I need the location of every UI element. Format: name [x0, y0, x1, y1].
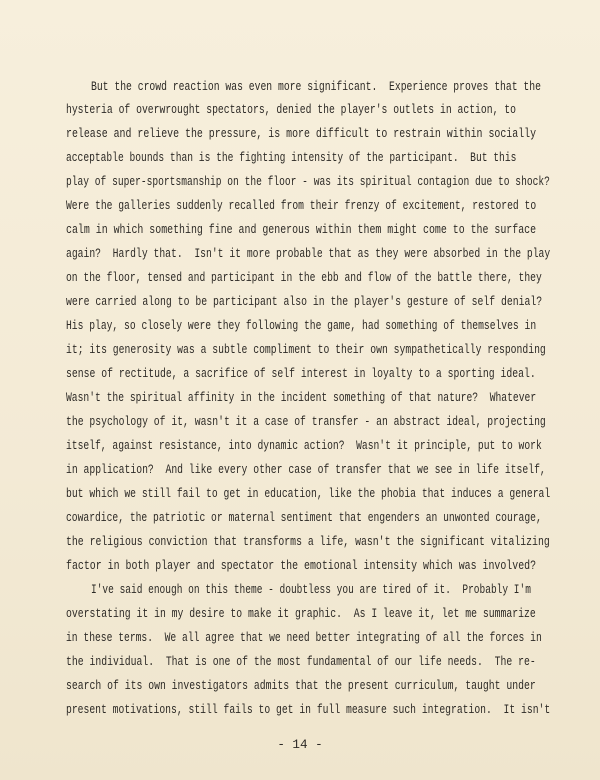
text-line: on the floor, tensed and participant in the ebb and flow of the battle there, they — [66, 271, 542, 285]
text-line: But the crowd reaction was even more significant. Experience proves that the — [91, 80, 541, 94]
text-line: the psychology of it, wasn't it a case of transfer - an abstract ideal, projecting — [66, 415, 546, 429]
text-line: but which we still fail to get in education, like the phobia that induces a general — [66, 487, 551, 501]
text-line: factor in both player and spectator the emotional intensity which was involved? — [66, 559, 537, 573]
text-line: the religious conviction that transforms a life, wasn't the significant vitalizing — [66, 535, 550, 549]
text-line: it; its generosity was a subtle compliment to their own sympathetically responding — [66, 343, 546, 357]
text-line: acceptable bounds than is the fighting intensity of the participant. But this — [66, 151, 517, 165]
text-line: play of super-sportsmanship on the floor - was its spiritual contagion due to shock? — [66, 175, 550, 189]
text-line: release and relieve the pressure, is more difficult to restrain within socially — [66, 127, 537, 141]
text-line: the individual. That is one of the most fundamental of our life needs. The re- — [66, 655, 536, 669]
text-line: present motivations, still fails to get in full measure such integration. It isn't — [66, 703, 551, 717]
text-line: itself, against resistance, into dynamic action? Wasn't it principle, put to work — [66, 439, 542, 453]
text-line: I've said enough on this theme - doubtless you are tired of it. Probably I'm — [91, 583, 531, 597]
text-line: in application? And like every other case of transfer that we see in life itself, — [66, 463, 546, 477]
text-line: search of its own investigators admits that the present curriculum, taught under — [66, 679, 536, 693]
text-line: Were the galleries suddenly recalled from their frenzy of excitement, restored to — [66, 199, 537, 213]
text-line: hysteria of overwrought spectators, denied the player's outlets in action, to — [66, 103, 516, 117]
text-line: His play, so closely were they following the game, had something of themselves in — [66, 319, 537, 333]
text-line: sense of rectitude, a sacrifice of self interest in loyalty to a sporting ideal. — [66, 367, 536, 381]
text-line: calm in which something fine and generous within them might come to the surface — [66, 223, 537, 237]
page-number: - 14 - — [277, 738, 323, 752]
text-line: cowardice, the patriotic or maternal sentiment that engenders an unwonted courage, — [66, 511, 542, 525]
text-line: overstating it in my desire to make it graphic. As I leave it, let me summarize — [66, 607, 536, 621]
text-line: Wasn't the spiritual affinity in the incident something of that nature? Whatever — [66, 391, 537, 405]
text-line: in these terms. We all agree that we need better integrating of all the forces in — [66, 631, 542, 645]
text-line: were carried along to be participant also in the player's gesture of self denial? — [66, 295, 543, 309]
text-line: again? Hardly that. Isn't it more probable that as they were absorbed in the play — [66, 247, 551, 261]
